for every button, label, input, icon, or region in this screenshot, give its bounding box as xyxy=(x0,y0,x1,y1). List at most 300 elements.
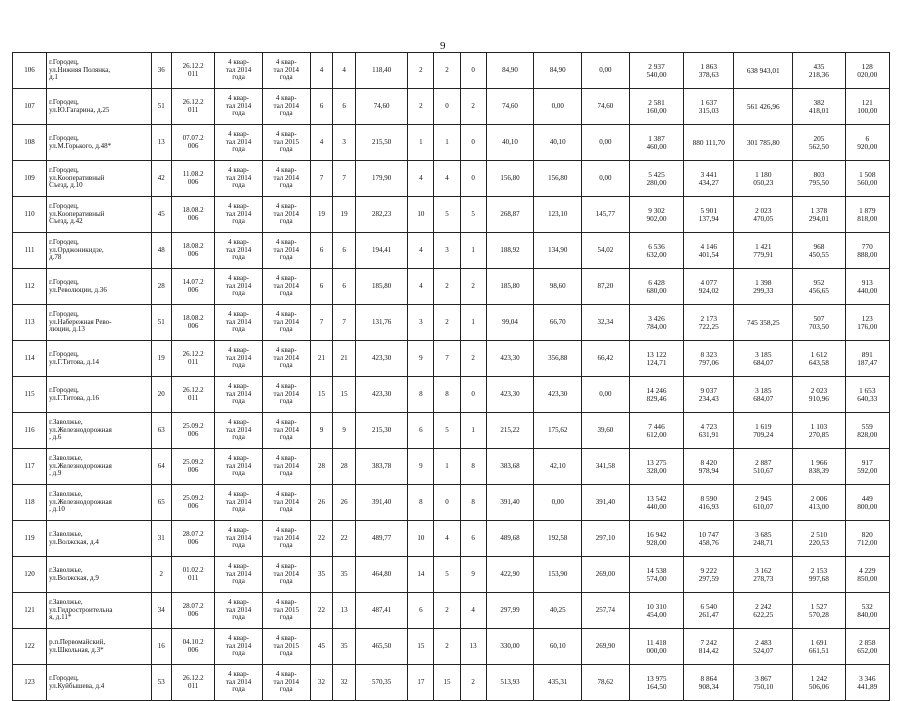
cell-line: тал 2014 xyxy=(225,389,252,398)
flats-total-cell: 10 xyxy=(408,197,434,233)
flats-private-cell: 7 xyxy=(434,341,460,377)
cell-line: года xyxy=(232,433,245,442)
cost-region-cell xyxy=(734,665,793,701)
cost-other-cell xyxy=(845,629,889,665)
start-quarter-cell xyxy=(215,413,263,449)
page-number: 9 xyxy=(440,40,446,52)
residents-cell: 32 xyxy=(310,665,333,701)
cost-local-cell xyxy=(793,233,845,269)
cell-line: 006 xyxy=(187,645,199,654)
area-private-cell: 175,62 xyxy=(534,413,582,449)
cost-other-cell xyxy=(845,413,889,449)
flats-municipal-cell: 1 xyxy=(460,305,486,341)
cell-line: года xyxy=(279,577,293,586)
cell-line: 020,00 xyxy=(857,69,878,79)
cell-line: 4 квар- xyxy=(275,382,297,391)
cell-line: 652,00 xyxy=(857,645,878,655)
flats-total-cell: 1 xyxy=(408,125,434,161)
date-cell xyxy=(172,413,215,449)
cell-line: 803 xyxy=(813,169,825,179)
cell-line: 510,67 xyxy=(753,465,774,475)
cell-line: 643,58 xyxy=(808,357,829,367)
cell-line: тал 2014 xyxy=(273,281,299,290)
cell-line: тал 2014 xyxy=(225,353,252,362)
date-cell xyxy=(172,665,215,701)
cell-line: 13 542 xyxy=(646,493,667,503)
cell-line: 011 xyxy=(187,573,199,582)
end-quarter-cell xyxy=(262,413,310,449)
address-cell xyxy=(47,197,152,233)
cell-line: 750,10 xyxy=(753,681,774,691)
cell-line: 9 222 xyxy=(700,565,717,575)
resettled-cell: 9 xyxy=(333,413,356,449)
cell-line: 2 242 xyxy=(755,601,772,611)
cell-line: , д.6 xyxy=(49,433,62,442)
cell-line: 4 квар- xyxy=(275,598,297,607)
cell-line: 4 квар- xyxy=(228,238,249,247)
cell-line: г.Городец, xyxy=(49,166,79,175)
cell-line: г.Заволжье, xyxy=(49,565,83,574)
flats-total-cell: 8 xyxy=(408,485,434,521)
area-total-cell: 74,60 xyxy=(486,89,534,125)
cell-line: 661,51 xyxy=(808,645,829,655)
cell-line: тал 2014 xyxy=(273,101,299,110)
cell-line: 5 901 xyxy=(700,205,717,215)
cell-line: 800,00 xyxy=(857,501,878,511)
cell-line: 888,00 xyxy=(857,249,878,259)
cell-line: 4 квар- xyxy=(228,418,249,427)
cost-total-cell xyxy=(629,485,684,521)
flats-total-cell: 4 xyxy=(408,161,434,197)
cell-line: тал 2014 xyxy=(225,569,252,578)
date-cell xyxy=(172,305,215,341)
flats-total-cell: 6 xyxy=(408,593,434,629)
cost-other-cell xyxy=(845,161,889,197)
cell-line: 1 966 xyxy=(810,457,828,467)
cell-line: г.Заволжье, xyxy=(49,529,83,538)
date-cell xyxy=(172,449,215,485)
cost-other-cell xyxy=(845,341,889,377)
cell-line: 917 xyxy=(861,457,873,467)
table-row xyxy=(13,377,890,413)
cell-line: 13 975 xyxy=(646,673,667,683)
cell-line: 2 887 xyxy=(755,457,772,467)
cell-line: года xyxy=(279,613,293,622)
cell-line: 006 xyxy=(187,465,199,474)
cell-line: ул.Орджоникидзе, xyxy=(49,245,104,254)
flats-private-cell: 0 xyxy=(434,485,460,521)
resettled-cell: 22 xyxy=(333,521,356,557)
flats-total-cell: 9 xyxy=(408,341,434,377)
end-quarter-cell xyxy=(262,665,310,701)
flats-private-cell: 2 xyxy=(434,305,460,341)
area-municipal-cell: 0,00 xyxy=(582,377,630,413)
table-row xyxy=(13,413,890,449)
cell-line: тал 2014 xyxy=(273,461,299,470)
cell-line: 684,07 xyxy=(753,393,774,403)
row-number-cell: 120 xyxy=(13,557,47,593)
area-cell: 391,40 xyxy=(356,485,408,521)
cell-line: 4 квар- xyxy=(228,454,249,463)
cost-fund-cell xyxy=(684,305,734,341)
cell-line: тал 2015 xyxy=(273,641,299,650)
cell-line: 814,42 xyxy=(698,645,719,655)
cell-line: года xyxy=(279,649,293,658)
table-row xyxy=(13,485,890,521)
cost-local-cell xyxy=(793,125,845,161)
row-number-cell: 117 xyxy=(13,449,47,485)
date-cell xyxy=(172,161,215,197)
cell-line: 880 111,70 xyxy=(692,137,725,147)
cell-line: 638 943,01 xyxy=(746,65,780,75)
flats-private-cell: 4 xyxy=(434,521,460,557)
cell-line: 5 425 xyxy=(648,169,665,179)
area-total-cell: 84,90 xyxy=(486,53,534,89)
cell-line: 2 173 xyxy=(700,313,717,323)
resettled-cell: 19 xyxy=(333,197,356,233)
area-municipal-cell: 87,20 xyxy=(582,269,630,305)
cell-line: 006 xyxy=(187,609,199,618)
cell-line: 4 146 xyxy=(700,241,717,251)
cell-line: 04.10.2 xyxy=(182,637,204,646)
date-cell xyxy=(172,197,215,233)
cell-line: года xyxy=(279,181,293,190)
date-cell xyxy=(172,269,215,305)
address-cell xyxy=(47,629,152,665)
cell-line: 006 xyxy=(187,537,199,546)
cost-other-cell xyxy=(845,125,889,161)
flats-municipal-cell: 2 xyxy=(460,341,486,377)
cell-line: года xyxy=(232,145,245,154)
cell-line: 10 747 xyxy=(698,529,719,539)
flats-private-cell: 2 xyxy=(434,269,460,305)
cell-line: 26.12.2 xyxy=(182,385,204,394)
cell-line: 470,05 xyxy=(753,213,774,223)
cell-line: 684,07 xyxy=(753,357,774,367)
cell-line: 891 xyxy=(861,349,873,359)
area-total-cell: 297,99 xyxy=(486,593,534,629)
cost-region-cell xyxy=(734,413,793,449)
area-total-cell: 423,30 xyxy=(486,377,534,413)
cell-line: 4 квар- xyxy=(228,130,249,139)
year-cell: 13 xyxy=(151,125,171,161)
cell-line: 450,55 xyxy=(808,249,829,259)
cell-line: 622,25 xyxy=(753,609,774,619)
area-cell: 194,41 xyxy=(356,233,408,269)
year-cell: 28 xyxy=(151,269,171,305)
residents-cell: 6 xyxy=(310,89,333,125)
cell-line: года xyxy=(279,217,293,226)
resettled-cell: 28 xyxy=(333,449,356,485)
area-municipal-cell: 391,40 xyxy=(582,485,630,521)
area-cell: 487,41 xyxy=(356,593,408,629)
year-cell: 51 xyxy=(151,305,171,341)
area-private-cell: 42,10 xyxy=(534,449,582,485)
cost-local-cell xyxy=(793,305,845,341)
cell-line: 8 420 xyxy=(700,457,717,467)
year-cell: 19 xyxy=(151,341,171,377)
cost-fund-cell xyxy=(684,161,734,197)
cell-line: 14 246 xyxy=(646,385,667,395)
cost-fund-cell xyxy=(684,53,734,89)
cell-line: ул.Железнодорожная xyxy=(49,497,112,506)
flats-total-cell: 2 xyxy=(408,53,434,89)
cell-line: года xyxy=(232,181,245,190)
area-municipal-cell: 66,42 xyxy=(582,341,630,377)
cell-line: 829,46 xyxy=(646,393,667,403)
cell-line: г.Городец, xyxy=(49,133,79,142)
start-quarter-cell xyxy=(215,233,263,269)
table-row xyxy=(13,557,890,593)
cell-line: 924,02 xyxy=(698,285,719,295)
row-number-cell: 123 xyxy=(13,665,47,701)
cell-line: 2 510 xyxy=(810,529,828,539)
cell-line: 2 858 xyxy=(859,637,876,647)
cell-line: 16 942 xyxy=(646,529,667,539)
cell-line: ул.Набережная Рево- xyxy=(49,317,112,326)
cell-line: 137,94 xyxy=(698,213,719,223)
cell-line: ул.Железнодорожная xyxy=(49,461,112,470)
table-row xyxy=(13,197,890,233)
area-private-cell: 98,60 xyxy=(534,269,582,305)
address-cell xyxy=(47,89,152,125)
cost-other-cell xyxy=(845,89,889,125)
cell-line: 434,27 xyxy=(698,177,719,187)
cell-line: 4 квар- xyxy=(228,382,249,391)
cost-local-cell xyxy=(793,557,845,593)
row-number-cell: 115 xyxy=(13,377,47,413)
cell-line: 26.12.2 xyxy=(182,673,204,682)
cell-line: 7 242 xyxy=(700,637,717,647)
cost-region-cell xyxy=(734,125,793,161)
flats-municipal-cell: 0 xyxy=(460,125,486,161)
cell-line: 1 653 xyxy=(859,385,876,395)
cell-line: 797,06 xyxy=(698,357,719,367)
area-municipal-cell: 269,00 xyxy=(582,557,630,593)
cost-other-cell xyxy=(845,485,889,521)
flats-municipal-cell: 0 xyxy=(460,53,486,89)
cell-line: тал 2014 xyxy=(273,497,299,506)
cell-line: 4 квар- xyxy=(228,346,249,355)
end-quarter-cell xyxy=(262,125,310,161)
resettled-cell: 35 xyxy=(333,629,356,665)
cell-line: тал 2014 xyxy=(225,281,252,290)
cell-line: 006 xyxy=(187,213,199,222)
cell-line: 2 006 xyxy=(810,493,828,503)
cell-line: г.Городец, xyxy=(49,310,79,319)
cost-total-cell xyxy=(629,305,684,341)
cost-fund-cell xyxy=(684,233,734,269)
start-quarter-cell xyxy=(215,269,263,305)
year-cell: 16 xyxy=(151,629,171,665)
cell-line: 378,63 xyxy=(698,69,719,79)
cell-line: 6 xyxy=(865,133,870,143)
cell-line: 4 квар- xyxy=(275,58,297,67)
flats-total-cell: 3 xyxy=(408,305,434,341)
start-quarter-cell xyxy=(215,557,263,593)
cost-local-cell xyxy=(793,413,845,449)
flats-private-cell: 5 xyxy=(434,557,460,593)
date-cell xyxy=(172,485,215,521)
cell-line: 4 квар- xyxy=(228,526,249,535)
cell-line: 234,43 xyxy=(698,393,719,403)
cell-line: года xyxy=(232,685,245,694)
cell-line: года xyxy=(232,361,245,370)
cell-line: 218,36 xyxy=(808,69,829,79)
cell-line: 4 723 xyxy=(700,421,717,431)
cell-line: 187,47 xyxy=(857,357,878,367)
row-number-cell: 111 xyxy=(13,233,47,269)
area-cell: 74,60 xyxy=(356,89,408,125)
cost-region-cell xyxy=(734,89,793,125)
cell-line: ул.Кооперативный xyxy=(49,173,105,182)
cell-line: 1 387 xyxy=(648,133,665,143)
area-cell: 570,35 xyxy=(356,665,408,701)
row-number-cell: 106 xyxy=(13,53,47,89)
start-quarter-cell xyxy=(215,125,263,161)
cell-line: 011 xyxy=(187,105,199,114)
flats-private-cell: 0 xyxy=(434,89,460,125)
flats-total-cell: 15 xyxy=(408,629,434,665)
table-row xyxy=(13,233,890,269)
area-private-cell: 84,90 xyxy=(534,53,582,89)
cell-line: года xyxy=(232,613,245,622)
table-row xyxy=(13,53,890,89)
row-number-cell: 114 xyxy=(13,341,47,377)
cost-local-cell xyxy=(793,341,845,377)
cost-fund-cell xyxy=(684,557,734,593)
cell-line: года xyxy=(232,109,245,118)
area-private-cell: 153,90 xyxy=(534,557,582,593)
cell-line: 913 xyxy=(861,277,873,287)
residents-cell: 22 xyxy=(310,521,333,557)
cell-line: 1 637 xyxy=(700,97,717,107)
cost-region-cell xyxy=(734,629,793,665)
cell-line: тал 2014 xyxy=(225,677,252,686)
cell-line: 1 378 xyxy=(810,205,828,215)
cell-line: г.Городец, xyxy=(49,277,79,286)
flats-total-cell: 6 xyxy=(408,413,434,449)
date-cell xyxy=(172,593,215,629)
cell-line: 278,73 xyxy=(753,573,774,583)
cell-line: тал 2014 xyxy=(273,425,299,434)
cell-line: 006 xyxy=(187,249,199,258)
row-number-cell: 107 xyxy=(13,89,47,125)
cell-line: р.п.Первомайский, xyxy=(49,637,106,646)
year-cell: 65 xyxy=(151,485,171,521)
cost-total-cell xyxy=(629,521,684,557)
cell-line: ул.Г.Титова, д.16 xyxy=(49,393,99,402)
cell-line: 631,91 xyxy=(698,429,719,439)
start-quarter-cell xyxy=(215,89,263,125)
area-cell: 465,50 xyxy=(356,629,408,665)
cell-line: 524,07 xyxy=(753,645,774,655)
cell-line: 280,00 xyxy=(646,177,667,187)
date-cell xyxy=(172,521,215,557)
cell-line: ул.М.Горького, д.48* xyxy=(49,141,112,150)
cell-line: 612,00 xyxy=(646,429,667,439)
cost-fund-cell xyxy=(684,665,734,701)
cell-line: 301 785,80 xyxy=(746,137,780,147)
cost-fund-cell xyxy=(684,521,734,557)
year-cell: 42 xyxy=(151,161,171,197)
residents-cell: 26 xyxy=(310,485,333,521)
area-total-cell: 215,22 xyxy=(486,413,534,449)
cell-line: ул.Куйбышева, д.4 xyxy=(49,681,105,690)
cost-region-cell xyxy=(734,197,793,233)
cell-line: 574,00 xyxy=(646,573,667,583)
cell-line: года xyxy=(279,433,293,442)
area-municipal-cell: 74,60 xyxy=(582,89,630,125)
cell-line: 632,00 xyxy=(646,249,667,259)
cell-line: 3 685 xyxy=(755,529,772,539)
address-cell xyxy=(47,305,152,341)
cell-line: 559 xyxy=(861,421,873,431)
address-cell xyxy=(47,161,152,197)
area-cell: 423,30 xyxy=(356,377,408,413)
cell-line: 100,00 xyxy=(857,105,878,115)
cell-line: 745 358,25 xyxy=(746,317,780,327)
cell-line: года xyxy=(232,469,245,478)
cell-line: 4 квар- xyxy=(275,562,297,571)
end-quarter-cell xyxy=(262,53,310,89)
cell-line: 850,00 xyxy=(857,573,878,583)
residents-cell: 35 xyxy=(310,557,333,593)
cost-fund-cell xyxy=(684,413,734,449)
cell-line: 26.12.2 xyxy=(182,97,204,106)
cell-line: 610,07 xyxy=(753,501,774,511)
cell-line: 413,00 xyxy=(808,501,829,511)
cell-line: 28.07.2 xyxy=(182,601,204,610)
cost-local-cell xyxy=(793,377,845,413)
cost-other-cell xyxy=(845,269,889,305)
cell-line: г.Городец, xyxy=(49,97,79,106)
cost-total-cell xyxy=(629,161,684,197)
residents-cell: 45 xyxy=(310,629,333,665)
cell-line: тал 2014 xyxy=(225,101,252,110)
residents-cell: 6 xyxy=(310,269,333,305)
cell-line: тал 2014 xyxy=(225,425,252,434)
cell-line: тал 2015 xyxy=(273,605,299,614)
cost-region-cell xyxy=(734,305,793,341)
cell-line: 4 квар- xyxy=(275,490,297,499)
flats-total-cell: 10 xyxy=(408,521,434,557)
cell-line: 997,68 xyxy=(808,573,829,583)
cell-line: 840,00 xyxy=(857,609,878,619)
date-cell xyxy=(172,53,215,89)
cell-line: 968 xyxy=(813,241,825,251)
address-cell xyxy=(47,593,152,629)
cell-line: 121 xyxy=(861,97,873,107)
cost-region-cell xyxy=(734,557,793,593)
address-cell xyxy=(47,233,152,269)
cell-line: 4 квар- xyxy=(228,310,249,319)
table-row xyxy=(13,125,890,161)
cost-region-cell xyxy=(734,269,793,305)
cell-line: 416,93 xyxy=(698,501,719,511)
cell-line: 952 xyxy=(813,277,825,287)
area-municipal-cell: 341,58 xyxy=(582,449,630,485)
date-cell xyxy=(172,377,215,413)
cost-total-cell xyxy=(629,53,684,89)
area-total-cell: 513,93 xyxy=(486,665,534,701)
cell-line: 709,24 xyxy=(753,429,774,439)
cell-line: 570,28 xyxy=(808,609,829,619)
area-cell: 423,30 xyxy=(356,341,408,377)
cell-line: 418,01 xyxy=(808,105,829,115)
cost-region-cell xyxy=(734,521,793,557)
address-cell xyxy=(47,269,152,305)
